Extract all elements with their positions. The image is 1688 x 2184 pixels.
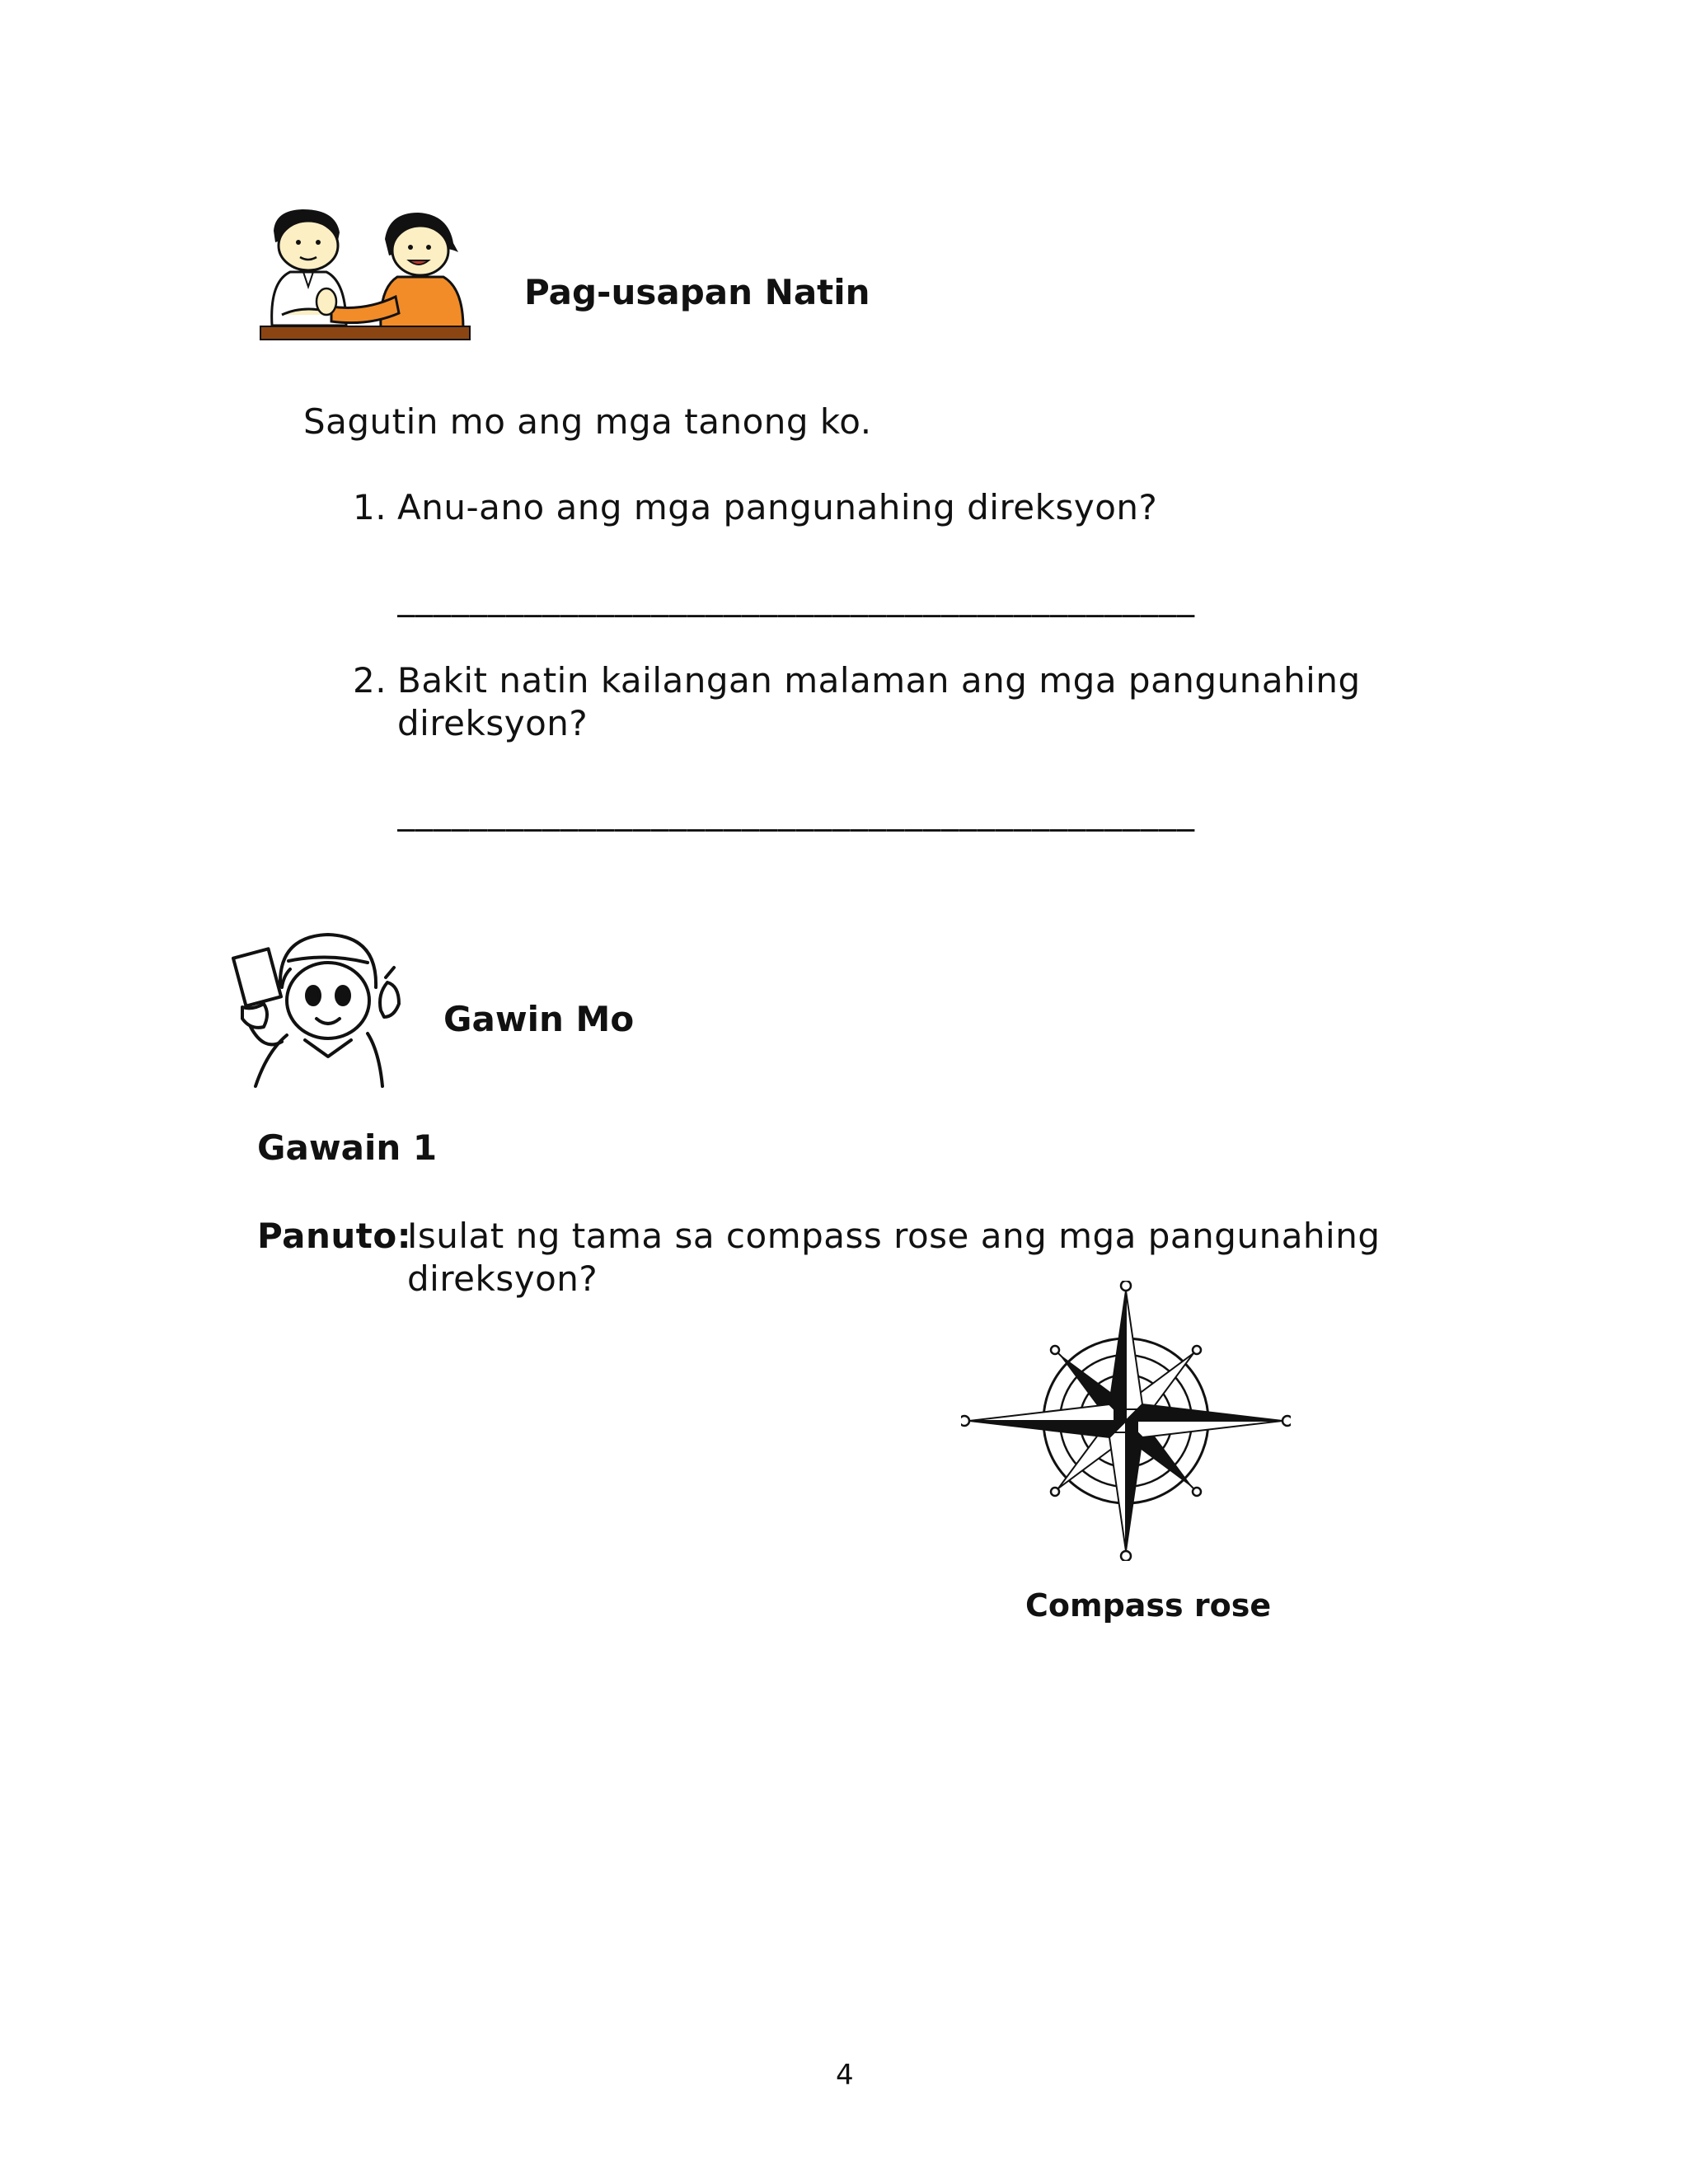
girl-with-paper-icon [231,928,409,1090]
discussion-intro: Sagutin mo ang mga tanong ko. [303,401,872,442]
question-text-1: Anu-ano ang mga pangunahing direksyon? [397,487,1158,527]
question-number-1: 1. [353,487,387,527]
compass-rose-icon [961,1281,1291,1561]
activity-subtitle: Gawain 1 [257,1127,438,1168]
two-children-talking-icon [257,206,473,343]
question-text-2-line2: direksyon? [397,703,588,743]
instruction-text-line1: Isulat ng tama sa compass rose ang mga pangunahing [407,1216,1381,1256]
question-number-2: 2. [353,660,387,701]
compass-rose-caption: Compass rose [1025,1587,1272,1624]
instruction-text-line2: direksyon? [407,1258,598,1299]
question-text-2-line1: Bakit natin kailangan malaman ang mga pangunahing [397,660,1361,701]
instruction-label: Panuto: [257,1216,412,1256]
answer-line-1[interactable]: ____________________________________________ [397,577,1195,617]
section-title-pag-usapan-natin: Pag-usapan Natin [524,272,870,312]
answer-line-2[interactable]: ____________________________________________ [397,791,1195,832]
section-title-gawin-mo: Gawin Mo [443,999,635,1039]
page-number: 4 [836,2059,854,2092]
